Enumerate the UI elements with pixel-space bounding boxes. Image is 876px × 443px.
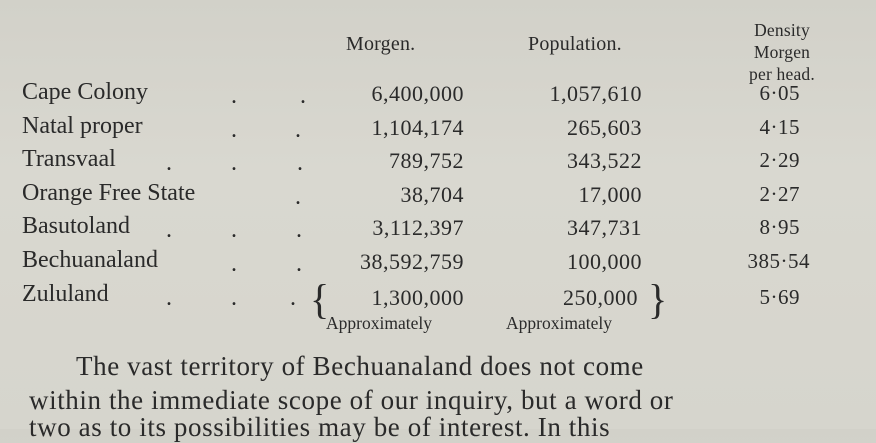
row-density: 4·15 bbox=[759, 115, 800, 139]
table-row bbox=[0, 146, 850, 180]
leader-dot: . bbox=[295, 117, 301, 143]
leader-dot: . bbox=[297, 150, 303, 176]
table-row bbox=[0, 275, 850, 341]
row-name: Cape Colony bbox=[22, 79, 148, 105]
table-row bbox=[0, 247, 850, 281]
paragraph-line-3 bbox=[29, 412, 829, 442]
row-population: 265,603 bbox=[567, 115, 642, 140]
leader-dot: . bbox=[296, 217, 302, 243]
row-population: 347,731 bbox=[567, 215, 642, 240]
row-name: Basutoland bbox=[22, 213, 130, 239]
left-brace: { bbox=[310, 275, 330, 324]
leader-dot: . bbox=[231, 285, 237, 311]
leader-dot: . bbox=[166, 285, 172, 311]
header-density bbox=[736, 19, 828, 85]
row-population: 343,522 bbox=[567, 148, 642, 173]
row-morgen: 789,752 bbox=[389, 148, 464, 173]
row-name: Zululand bbox=[22, 281, 109, 307]
row-name: Transvaal bbox=[22, 146, 116, 172]
row-density: 2·29 bbox=[759, 148, 800, 172]
row-population: 250,000 bbox=[563, 285, 638, 310]
row-name: Bechuanaland bbox=[22, 247, 158, 273]
row-name: Orange Free State bbox=[22, 180, 196, 206]
leader-dot: . bbox=[166, 150, 172, 176]
row-morgen: 6,400,000 bbox=[371, 81, 464, 106]
leader-dot: . bbox=[300, 83, 306, 109]
leader-dot: . bbox=[166, 217, 172, 243]
row-name: Natal proper bbox=[22, 113, 143, 139]
row-density: 385·54 bbox=[747, 249, 810, 273]
paragraph-line-1: The vast territory of Bechuanaland does not come bbox=[76, 351, 644, 381]
row-morgen: 1,104,174 bbox=[371, 115, 464, 140]
row-density: 6·05 bbox=[759, 81, 800, 105]
row-morgen: 1,300,000 bbox=[371, 285, 464, 310]
header-population: Population. bbox=[528, 33, 622, 55]
row-morgen: 38,704 bbox=[400, 182, 464, 207]
leader-dot: . bbox=[296, 251, 302, 277]
header-density-line1: Density bbox=[754, 20, 810, 40]
leader-dot: . bbox=[231, 217, 237, 243]
header-morgen: Morgen. bbox=[346, 33, 416, 55]
leader-dot: . bbox=[231, 83, 237, 109]
row-morgen: 38,592,759 bbox=[360, 249, 464, 274]
header-density-line3: per head. bbox=[749, 64, 815, 84]
leader-dot: . bbox=[290, 285, 296, 311]
row-population: 100,000 bbox=[567, 249, 642, 274]
leader-dot: . bbox=[231, 117, 237, 143]
leader-dot: . bbox=[295, 184, 301, 210]
row-population: 17,000 bbox=[578, 182, 642, 207]
approx-label-population: Approximately bbox=[506, 313, 612, 333]
paragraph-line-3-text: two as to its possibilities may be of interest. In this bbox=[29, 412, 611, 442]
row-population: 1,057,610 bbox=[549, 81, 642, 106]
row-density: 2·27 bbox=[759, 182, 800, 206]
table-row bbox=[0, 213, 850, 247]
header-density-line2: Morgen bbox=[753, 42, 811, 62]
paragraph-line-2: within the immediate scope of our inquiry, but a word or bbox=[29, 385, 674, 415]
table-row bbox=[0, 180, 850, 214]
row-density: 5·69 bbox=[759, 285, 800, 309]
leader-dot: . bbox=[231, 150, 237, 176]
table-row bbox=[0, 79, 850, 113]
approx-label-morgen: Approximately bbox=[326, 313, 432, 333]
leader-dot: . bbox=[231, 251, 237, 277]
table-row bbox=[0, 113, 850, 147]
right-brace: } bbox=[648, 275, 668, 324]
row-morgen: 3,112,397 bbox=[372, 215, 464, 240]
row-density: 8·95 bbox=[759, 215, 800, 239]
